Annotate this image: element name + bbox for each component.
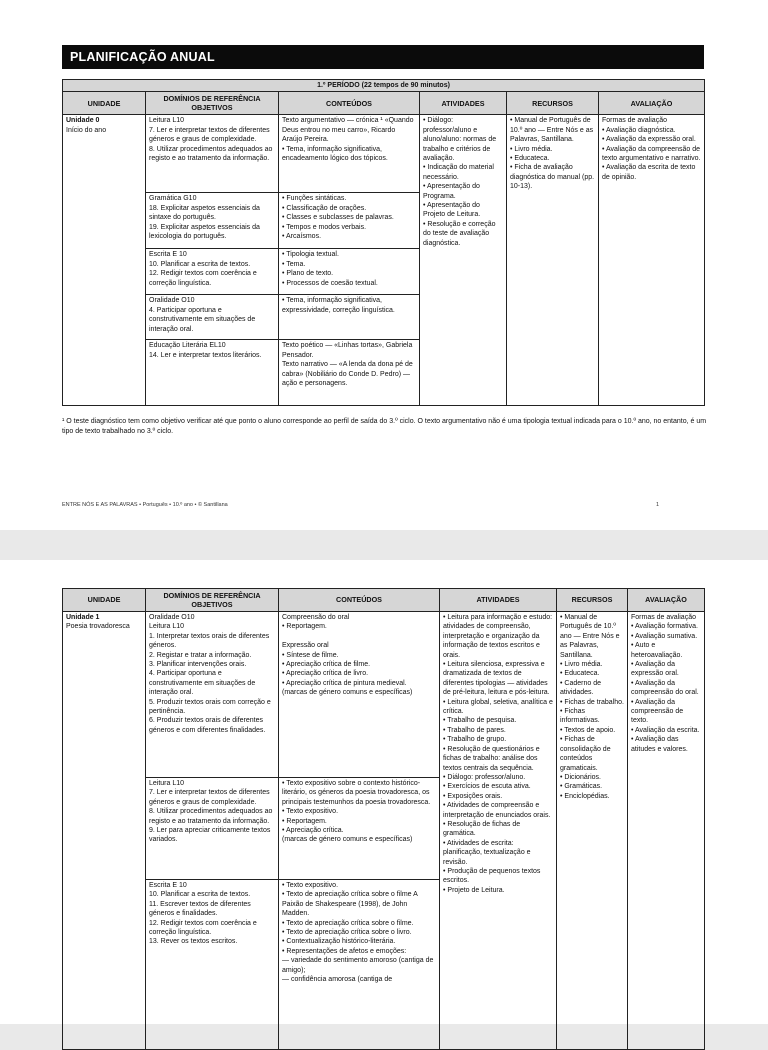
cell-line: 7. Ler e interpretar textos de diferentes géneros e graus de complexidade. bbox=[149, 126, 270, 144]
cell-line: • Fichas de consolidação de conteúdos gramaticais. bbox=[560, 736, 611, 772]
cell-line: 9. Ler para apreciar criticamente textos variados. bbox=[149, 827, 271, 844]
unit-name: Poesia trovadoresca bbox=[66, 623, 130, 631]
cell-line: • Avaliação da compreensão de texto. bbox=[631, 698, 684, 725]
cell-line: • Texto de apreciação crítica sobre o livro. bbox=[282, 929, 412, 937]
contents-cell bbox=[279, 778, 440, 880]
cell-line: 6. Produzir textos orais de diferentes géneros e com diferentes finalidades. bbox=[149, 717, 266, 734]
assessment-cell bbox=[599, 115, 705, 406]
cell-line: • Trabalho de pares. bbox=[443, 726, 506, 734]
cell-line: Escrita E 10 bbox=[149, 251, 187, 259]
cell-line: Leitura L10 bbox=[149, 117, 185, 125]
header-atividades: ATIVIDADES bbox=[420, 92, 507, 115]
cell-line: • Atividades de compreensão e interpretação de enunciados orais. bbox=[443, 802, 551, 819]
cell-line: • Trabalho de grupo. bbox=[443, 736, 507, 744]
document-title: PLANIFICAÇÃO ANUAL bbox=[62, 45, 704, 69]
resources-cell bbox=[557, 612, 628, 1050]
domains-cell bbox=[146, 295, 279, 340]
cell-line: • Contextualização histórico-literária. bbox=[282, 938, 396, 946]
cell-line: Gramática G10 bbox=[149, 195, 197, 203]
cell-line: — confidência amorosa (cantiga de bbox=[282, 976, 393, 984]
cell-line: • Ficha de avaliação diagnóstica do manual (pp. 10-13). bbox=[510, 164, 595, 191]
header-unidade: UNIDADE bbox=[63, 92, 146, 115]
contents-cell bbox=[279, 340, 420, 406]
cell-line: • Diálogo: professor/aluno. bbox=[443, 773, 526, 781]
cell-line: • Livro média. bbox=[510, 145, 553, 153]
cell-line: • Gramáticas. bbox=[560, 783, 603, 791]
cell-line: • Leitura para informação e estudo: atividades de compreensão, interpretação e organização da informação de textos escritos e orais. bbox=[443, 614, 553, 659]
header-atividades: ATIVIDADES bbox=[440, 589, 557, 612]
cell-line: • Apreciação crítica de livro. bbox=[282, 670, 369, 678]
activities-cell bbox=[440, 612, 557, 1050]
cell-line: • Leitura global, seletiva, analítica e crítica. bbox=[443, 698, 553, 716]
cell-line: • Síntese de filme. bbox=[282, 651, 339, 659]
planning-table-unit-1 bbox=[62, 588, 705, 1050]
cell-line: 8. Utilizar procedimentos adequados ao registo e ao tratamento da informação. bbox=[149, 808, 273, 825]
cell-line: • Fichas informativas. bbox=[560, 708, 600, 725]
header-conteudos: CONTEÚDOS bbox=[279, 92, 420, 115]
cell-line: • Trabalho de pesquisa. bbox=[443, 717, 517, 725]
cell-line: • Tema. bbox=[282, 260, 306, 268]
cell-line: 12. Redigir textos com coerência e correção linguística. bbox=[149, 270, 257, 287]
cell-line: • Texto expositivo. bbox=[282, 808, 339, 816]
cell-line: Expressão oral bbox=[282, 642, 329, 650]
unit-number: Unidade 0 bbox=[66, 117, 100, 125]
activities-cell bbox=[420, 115, 507, 406]
cell-line: • Avaliação formativa. bbox=[631, 623, 698, 631]
domains-cell bbox=[146, 340, 279, 406]
cell-line: 12. Redigir textos com coerência e correção linguística. bbox=[149, 919, 257, 937]
cell-line: • Dicionários. bbox=[560, 773, 601, 781]
domains-cell bbox=[146, 193, 279, 249]
header-recursos: RECURSOS bbox=[507, 92, 599, 115]
cell-line: • Resolução de fichas de gramática. bbox=[443, 820, 521, 838]
cell-line: 7. Ler e interpretar textos de diferentes géneros e graus de complexidade. bbox=[149, 789, 270, 806]
cell-line: • Atividades de escrita: planificação, textualização e revisão. bbox=[443, 839, 531, 866]
unit-cell bbox=[63, 612, 146, 1050]
cell-line: 1. Interpretar textos orais de diferentes géneros. bbox=[149, 632, 270, 650]
cell-line: 2. Registar e tratar a informação. bbox=[149, 651, 252, 659]
cell-line: • Texto expositivo. bbox=[282, 882, 339, 889]
cell-line: • Avaliação da expressão oral. bbox=[602, 136, 696, 144]
contents-cell bbox=[279, 193, 420, 249]
cell-line: • Apreciação crítica de filme. bbox=[282, 661, 371, 669]
cell-line: • Texto de apreciação crítica sobre o filme A Paixão de Shakespeare (1998), de John Madden. bbox=[282, 891, 418, 918]
cell-line: • Funções sintáticas. bbox=[282, 195, 347, 203]
cell-line: Compreensão do oral bbox=[282, 614, 350, 621]
contents-cell bbox=[279, 249, 420, 295]
cell-line: 3. Planificar intervenções orais. bbox=[149, 661, 247, 669]
cell-line: • Auto e heteroavaliação. bbox=[631, 642, 683, 659]
cell-line: • Textos de apoio. bbox=[560, 726, 616, 734]
unit-name: Início do ano bbox=[66, 126, 107, 134]
page-number: 1 bbox=[656, 502, 660, 508]
contents-cell bbox=[279, 295, 420, 340]
cell-line: Escrita E 10 bbox=[149, 882, 187, 889]
cell-line: • Resolução e correção do teste de avaliação diagnóstica. bbox=[423, 220, 496, 247]
contents-cell bbox=[279, 115, 420, 193]
cell-line: • Produção de pequenos textos escritos. bbox=[443, 867, 541, 885]
planning-table-period-1 bbox=[62, 79, 705, 406]
cell-line: 18. Explicitar aspetos essenciais da sintaxe do português. bbox=[149, 204, 260, 222]
header-avaliacao: AVALIAÇÃO bbox=[599, 92, 705, 115]
page-footer: ENTRE NÓS E AS PALAVRAS • Português • 10.º ano • © Santillana bbox=[62, 502, 228, 508]
cell-line: • Processos de coesão textual. bbox=[282, 279, 378, 287]
header-conteudos: CONTEÚDOS bbox=[279, 589, 440, 612]
cell-line: Texto poético — «Linhas tortas», Gabriela Pensador. bbox=[282, 342, 413, 359]
domains-cell bbox=[146, 249, 279, 295]
cell-line: • Avaliação da escrita. bbox=[631, 726, 700, 734]
cell-line: • Texto expositivo sobre o contexto histórico-literário, os géneros da poesia trovadoresca, os principais testemunhos da poesia trovadoresca. bbox=[282, 780, 431, 806]
header-recursos: RECURSOS bbox=[557, 589, 628, 612]
cell-line: • Apreciação crítica de pintura medieval. bbox=[282, 679, 407, 687]
cell-line: • Avaliação da compreensão do oral. bbox=[631, 679, 699, 697]
cell-line: 14. Ler e interpretar textos literários. bbox=[149, 351, 262, 359]
cell-line: • Plano de texto. bbox=[282, 270, 334, 278]
cell-line: • Projeto de Leitura. bbox=[443, 886, 505, 894]
cell-line: — variedade do sentimento amoroso (cantiga de amigo); bbox=[282, 957, 434, 974]
cell-line: • Reportagem. bbox=[282, 817, 327, 825]
header-avaliacao: AVALIAÇÃO bbox=[628, 589, 705, 612]
cell-line: Leitura L10 bbox=[149, 780, 185, 787]
cell-line: 4. Participar oportuna e construtivamente em situações de interação oral. bbox=[149, 306, 256, 333]
cell-line: (marcas de género comuns e específicas) bbox=[282, 836, 413, 844]
document-page-2 bbox=[0, 560, 768, 1024]
cell-line: • Enciclopédias. bbox=[560, 792, 610, 800]
header-dominios: DOMÍNIOS DE REFERÊNCIA OBJETIVOS bbox=[146, 92, 279, 115]
cell-line: • Arcaísmos. bbox=[282, 233, 322, 241]
cell-line: 8. Utilizar procedimentos adequados ao registo e ao tratamento da informação. bbox=[149, 145, 273, 163]
cell-line: • Tempos e modos verbais. bbox=[282, 223, 367, 231]
cell-line: Leitura L10 bbox=[149, 623, 185, 631]
domains-cell bbox=[146, 612, 279, 778]
cell-line: (marcas de género comuns e específicas) bbox=[282, 689, 413, 697]
domains-cell bbox=[146, 778, 279, 880]
cell-line: 10. Planificar a escrita de textos. bbox=[149, 260, 251, 268]
cell-line: • Apresentação do Programa. bbox=[423, 183, 480, 200]
cell-line: • Leitura silenciosa, expressiva e dramatizada de textos de diferentes tipologias — atividades de pré-leitura, leitura e pós-leitura. bbox=[443, 661, 550, 697]
cell-line: • Tema, informação significativa, encadeamento lógico dos tópicos. bbox=[282, 145, 388, 163]
assessment-cell bbox=[628, 612, 705, 1050]
cell-line: • Manual de Português de 10.º ano — Entre Nós e as Palavras, Santillana. bbox=[510, 117, 594, 144]
period-heading: 1.º PERÍODO (22 tempos de 90 minutos) bbox=[63, 80, 705, 92]
unit-cell bbox=[63, 115, 146, 406]
cell-line: • Educateca. bbox=[560, 670, 600, 678]
cell-line: • Avaliação da escrita de texto de opinião. bbox=[602, 164, 696, 181]
footnote: ¹ O teste diagnóstico tem como objetivo verificar até que ponto o aluno corresponde ao perfil de saída do 3.º ciclo. O texto argumentativo não é uma tipologia textual indicada para o 10.º ano, no entanto, é um tipo de texto trabalhado no 3.º ciclo. bbox=[62, 418, 707, 435]
header-unidade: UNIDADE bbox=[63, 589, 146, 612]
cell-line: • Indicação do material necessário. bbox=[423, 164, 494, 181]
cell-line: • Educateca. bbox=[510, 155, 550, 163]
domains-cell bbox=[146, 880, 279, 1050]
cell-line: • Diálogo: professor/aluno e aluno/aluno: normas de trabalho e critérios de avaliação. bbox=[423, 117, 497, 163]
cell-line: • Avaliação diagnóstica. bbox=[602, 126, 676, 134]
cell-line: • Avaliação sumativa. bbox=[631, 632, 698, 640]
cell-line: • Representações de afetos e emoções: bbox=[282, 947, 407, 955]
cell-line: Formas de avaliação bbox=[631, 614, 696, 621]
cell-line: 5. Produzir textos orais com correção e pertinência. bbox=[149, 698, 271, 716]
cell-line: • Apresentação do Projeto de Leitura. bbox=[423, 202, 481, 219]
cell-line: Formas de avaliação bbox=[602, 117, 667, 125]
cell-line: • Exercícios de escuta ativa. bbox=[443, 783, 531, 791]
cell-line: 11. Escrever textos de diferentes géneros e finalidades. bbox=[149, 900, 251, 918]
domains-cell bbox=[146, 115, 279, 193]
cell-line: • Caderno de atividades. bbox=[560, 679, 601, 697]
cell-line: • Avaliação da compreensão de texto argumentativo e narrativo. bbox=[602, 145, 701, 163]
cell-line: Oralidade O10 bbox=[149, 614, 195, 621]
cell-line: Oralidade O10 bbox=[149, 297, 195, 305]
cell-line: 4. Participar oportuna e construtivamente em situações de interação oral. bbox=[149, 670, 256, 697]
cell-line: • Classificação de orações. bbox=[282, 204, 367, 212]
cell-line: • Exposições orais. bbox=[443, 792, 503, 800]
cell-line: • Classes e subclasses de palavras. bbox=[282, 214, 394, 222]
cell-line: • Texto de apreciação crítica sobre o filme. bbox=[282, 919, 414, 927]
cell-line bbox=[282, 632, 436, 641]
cell-line: • Avaliação das atitudes e valores. bbox=[631, 736, 688, 753]
contents-cell bbox=[279, 612, 440, 778]
cell-line: • Tipologia textual. bbox=[282, 251, 339, 259]
cell-line: • Fichas de trabalho. bbox=[560, 698, 624, 706]
cell-line: 13. Rever os textos escritos. bbox=[149, 938, 238, 946]
cell-line: • Tema, informação significativa, expressividade, correção linguística. bbox=[282, 297, 395, 314]
cell-line: • Avaliação da expressão oral. bbox=[631, 661, 679, 678]
cell-line: • Livro média. bbox=[560, 661, 603, 669]
unit-number: Unidade 1 bbox=[66, 614, 100, 621]
cell-line: • Reportagem. bbox=[282, 623, 327, 631]
header-dominios: DOMÍNIOS DE REFERÊNCIA OBJETIVOS bbox=[146, 589, 279, 612]
cell-line: • Manual de Português de 10.º ano — Entre Nós e as Palavras, Santillana. bbox=[560, 614, 620, 659]
cell-line: 19. Explicitar aspetos essenciais da lexicologia do português. bbox=[149, 223, 260, 241]
cell-line: Educação Literária EL10 bbox=[149, 342, 226, 350]
cell-line: • Apreciação crítica. bbox=[282, 827, 344, 835]
cell-line: 10. Planificar a escrita de textos. bbox=[149, 891, 251, 899]
cell-line: • Resolução de questionários e fichas de trabalho: análise dos textos centrais da sequência. bbox=[443, 745, 540, 772]
cell-line: Texto narrativo — «A lenda da dona pé de cabra» (Nobiliário do Conde D. Pedro) — ação e personagens. bbox=[282, 361, 413, 388]
contents-cell bbox=[279, 880, 440, 1050]
resources-cell bbox=[507, 115, 599, 406]
cell-line: Texto argumentativo — crónica ¹ «Quando Deus entrou no meu carro», Ricardo Araújo Pereira. bbox=[282, 117, 414, 144]
